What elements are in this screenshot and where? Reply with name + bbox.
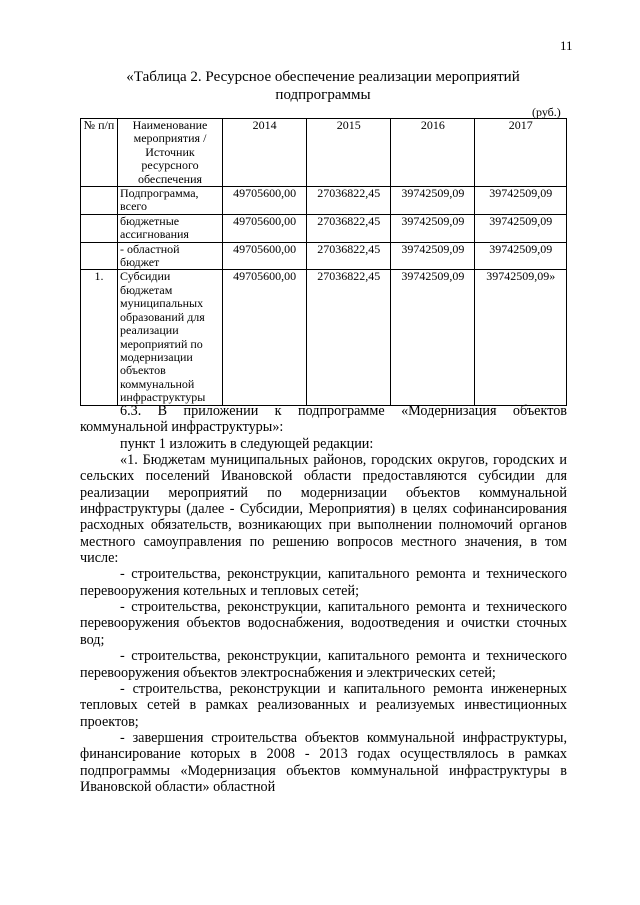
paragraph: 6.3. В приложении к подпрограмме «Модернизация объектов коммунальной инфраструктуры»: [80,403,567,436]
header-num: № п/п [81,119,118,187]
document-body [80,403,567,795]
resource-table [80,118,567,406]
table-title: «Таблица 2. Ресурсное обеспечение реализации мероприятий подпрограммы [126,69,520,103]
row-2016: 39742509,09 [391,270,475,405]
row-2015: 27036822,45 [307,214,391,242]
list-item: - строительства, реконструкции, капитального ремонта и технического перевооружения объектов водоснабжения, водоотведения и очистки сточных вод; [80,599,567,648]
page-number: 11 [560,38,573,53]
row-2017: 39742509,09 [475,214,567,242]
table-row [81,270,567,405]
row-num: 1. [81,270,118,405]
row-num [81,242,118,270]
row-2014: 49705600,00 [223,270,307,405]
header-2014: 2014 [223,119,307,187]
row-2017: 39742509,09 [475,187,567,215]
row-name: Субсидии бюджетам муниципальных образований для реализации мероприятий по модернизации объектов коммунальной инфраструктуры [118,270,223,405]
header-2017: 2017 [475,119,567,187]
list-item: - строительства, реконструкции и капитального ремонта инженерных тепловых сетей в рамках реализованных и реализуемых инвестиционных проектов; [80,680,567,730]
row-2015: 27036822,45 [307,270,391,405]
table-header-row [81,119,567,187]
row-2014: 49705600,00 [223,242,307,270]
row-2016: 39742509,09 [391,214,475,242]
table-unit: (руб.) [532,105,561,119]
table-row [81,242,567,270]
row-2017: 39742509,09» [475,270,567,405]
row-num [81,214,118,242]
row-2016: 39742509,09 [391,187,475,215]
list-item: - завершения строительства объектов коммунальной инфраструктуры, финансирование которых в 2008 - 2013 годах осуществлялось в рамках подпрограммы «Модернизация объектов коммунальной инфраструктуры в Ивановской области» областной [80,729,567,795]
row-name: бюджетные ассигнования [118,214,223,242]
row-2014: 49705600,00 [223,187,307,215]
row-name: - областной бюджет [118,242,223,270]
header-2016: 2016 [391,119,475,187]
row-2017: 39742509,09 [475,242,567,270]
list-item: - строительства, реконструкции, капитального ремонта и технического перевооружения объектов электроснабжения и электрических сетей; [80,648,567,681]
list-item: - строительства, реконструкции, капитального ремонта и технического перевооружения котельных и тепловых сетей; [80,566,567,599]
table-row [81,187,567,215]
header-2015: 2015 [307,119,391,187]
paragraph: «1. Бюджетам муниципальных районов, городских округов, городских и сельских поселений Ивановской области предоставляются субсидии для реализации мероприятий по модернизации объектов коммунальной инфраструктуры (далее - Субсидии, Мероприятия) в целях софинансирования расходных обязательств, возникающих при выполнении полномочий органов местного самоуправления по решению вопросов местного значения, в том числе: [80,452,567,567]
header-name: Наименование мероприятия / Источник ресурсного обеспечения [118,119,223,187]
row-num [81,187,118,215]
row-2014: 49705600,00 [223,214,307,242]
row-2015: 27036822,45 [307,187,391,215]
row-2015: 27036822,45 [307,242,391,270]
row-name: Подпрограмма, всего [118,187,223,215]
table-row [81,214,567,242]
row-2016: 39742509,09 [391,242,475,270]
paragraph: пункт 1 изложить в следующей редакции: [120,435,374,452]
